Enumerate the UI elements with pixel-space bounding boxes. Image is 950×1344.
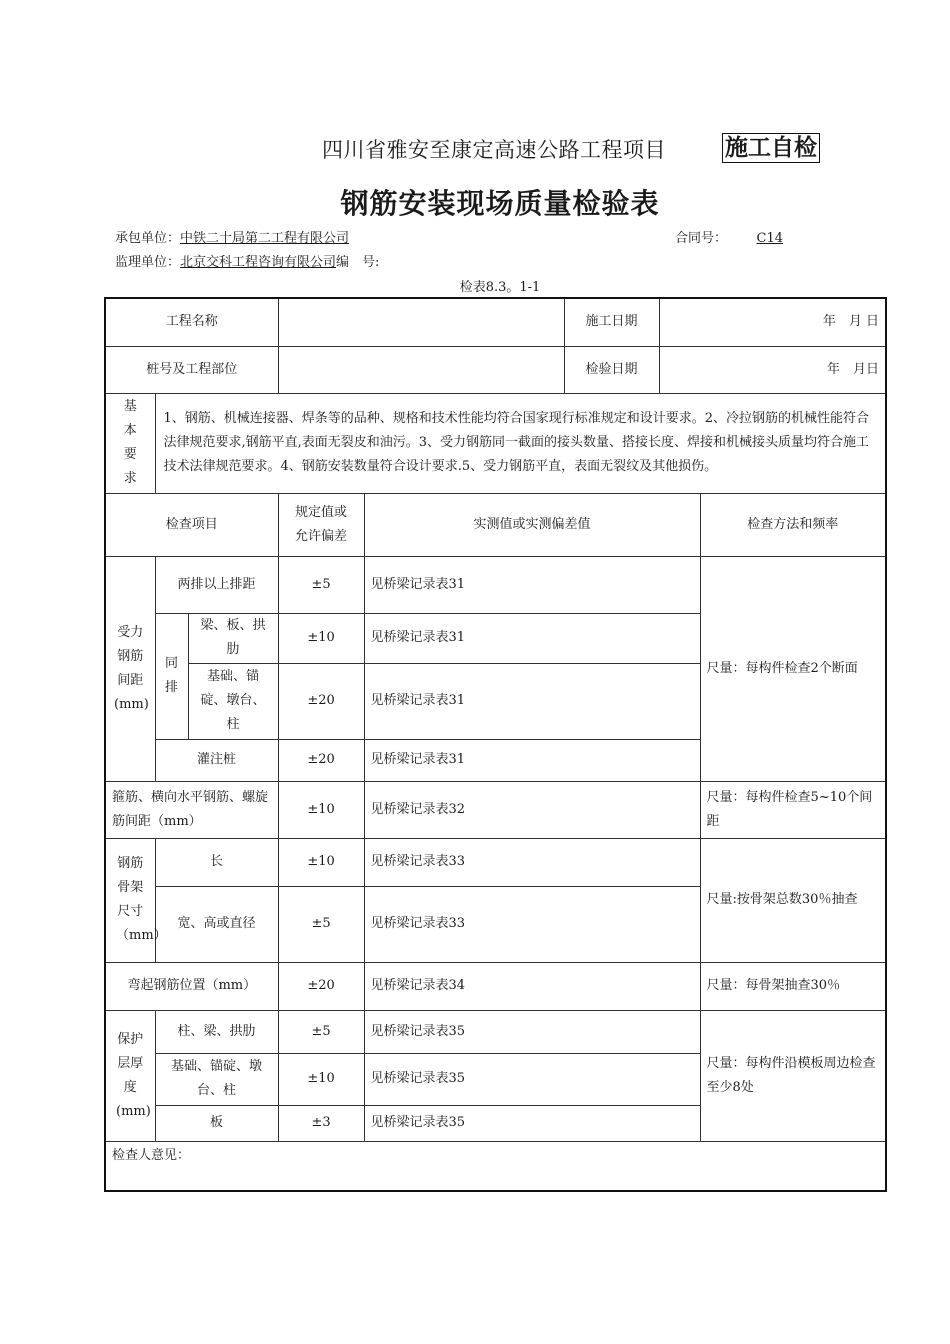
row-measured[interactable]: 见桥梁记录表31 [364, 739, 700, 781]
row-tolerance: ±10 [278, 613, 364, 663]
row-tolerance: ±20 [278, 663, 364, 739]
row-measured[interactable]: 见桥梁记录表31 [364, 556, 700, 613]
row-tolerance: ±5 [278, 556, 364, 613]
row-measured[interactable]: 见桥梁记录表35 [364, 1053, 700, 1105]
same-row-label: 同排 [155, 613, 188, 739]
stirrup-method: 尺量：每构件检查5~10个间距 [700, 781, 886, 838]
row-measured[interactable]: 见桥梁记录表32 [364, 781, 700, 838]
row-measured[interactable]: 见桥梁记录表31 [364, 613, 700, 663]
contractor-label: 承包单位： [115, 231, 181, 246]
row-item: 柱、梁、拱肋 [155, 1010, 278, 1053]
rebar-spacing-label: 受力钢筋间距(mm) [105, 556, 155, 781]
row-measured[interactable]: 见桥梁记录表35 [364, 1010, 700, 1053]
inspection-table [104, 297, 887, 1192]
row-tolerance: ±20 [278, 739, 364, 781]
table-row [105, 838, 886, 886]
contract-no-value: C14 [756, 231, 784, 246]
table-row [105, 556, 886, 613]
row-tolerance: ±10 [278, 838, 364, 886]
cover-thickness-method: 尺量：每构件沿模板周边检查至少8处 [700, 1010, 886, 1141]
basic-requirements-label: 基本要求 [105, 393, 155, 493]
contractor-line [115, 227, 349, 246]
row-tolerance: ±10 [278, 781, 364, 838]
row-measured[interactable]: 见桥梁记录表33 [364, 838, 700, 886]
col-header-method: 检查方法和频率 [700, 493, 886, 556]
project-name-heading: 四川省雅安至康定高速公路工程项目 [322, 138, 666, 162]
col-header-tolerance: 规定值或允许偏差 [278, 493, 364, 556]
row-tolerance: ±3 [278, 1105, 364, 1141]
number-label: 编 号: [336, 255, 380, 270]
rebar-spacing-method: 尺量：每构件检查2个断面 [700, 556, 886, 781]
table-row [105, 1010, 886, 1053]
row-item: 宽、高或直径 [155, 886, 278, 962]
row-item: 长 [155, 838, 278, 886]
cage-size-method: 尺量:按骨架总数30％抽查 [700, 838, 886, 962]
col-header-item: 检查项目 [105, 493, 278, 556]
inspection-date-field[interactable]: 年 月日 [659, 346, 886, 393]
form-title: 钢筋安装现场质量检验表 [340, 187, 660, 220]
stake-label: 桩号及工程部位 [105, 346, 278, 393]
cover-thickness-label: 保护层厚度(mm) [105, 1010, 155, 1141]
row-item: 弯起钢筋位置（mm） [105, 962, 278, 1010]
table-row [105, 781, 886, 838]
contract-no-label: 合同号： [675, 231, 728, 246]
col-header-measured: 实测值或实测偏差值 [364, 493, 700, 556]
table-row [105, 962, 886, 1010]
row-item: 基础、锚碇、墩台、柱 [188, 663, 278, 739]
row-item: 基础、锚碇、墩台、柱 [155, 1053, 278, 1105]
row-item: 板 [155, 1105, 278, 1141]
stake-field[interactable] [278, 346, 564, 393]
row-tolerance: ±5 [278, 886, 364, 962]
row-measured[interactable]: 见桥梁记录表31 [364, 663, 700, 739]
row-item: 两排以上排距 [155, 556, 278, 613]
row-tolerance: ±5 [278, 1010, 364, 1053]
supervisor-value: 北京交科工程咨询有限公司 [180, 255, 337, 270]
row-measured[interactable]: 见桥梁记录表35 [364, 1105, 700, 1141]
row-item: 灌注桩 [155, 739, 278, 781]
row-item: 箍筋、横向水平钢筋、螺旋筋间距（mm） [105, 781, 278, 838]
row-measured[interactable]: 见桥梁记录表34 [364, 962, 700, 1010]
row-tolerance: ±20 [278, 962, 364, 1010]
construction-date-label: 施工日期 [564, 298, 659, 346]
inspection-date-label: 检验日期 [564, 346, 659, 393]
row-measured[interactable]: 见桥梁记录表33 [364, 886, 700, 962]
row-item: 梁、板、拱肋 [188, 613, 278, 663]
row-tolerance: ±10 [278, 1053, 364, 1105]
self-check-stamp: 施工自检 [722, 133, 820, 163]
cage-size-label: 钢筋骨架尺寸（mm） [105, 838, 155, 962]
basic-requirements-text: 1、钢筋、机械连接器、焊条等的品种、规格和技术性能均符合国家现行标准规定和设计要求。2、冷拉钢筋的机械性能符合法律规范要求,钢筋平直,表面无裂皮和油污。3、受力钢筋同一截面的接头数量、搭接长度、焊接和机械接头质量均符合施工技术法律规范要求。4、钢筋安装数量符合设计要求.5、受力钢筋平直，表面无裂纹及其他损伤。 [155, 393, 886, 493]
bent-method: 尺量：每骨架抽查30％ [700, 962, 886, 1010]
construction-date-field[interactable]: 年 月 日 [659, 298, 886, 346]
project-name-field[interactable] [278, 298, 564, 346]
supervisor-line [115, 251, 379, 270]
form-number: 检表8.3。1-1 [459, 280, 541, 295]
project-name-label: 工程名称 [105, 298, 278, 346]
contract-no-line [675, 227, 783, 246]
contractor-value: 中铁二十局第二工程有限公司 [180, 231, 350, 246]
inspector-opinion[interactable]: 检查人意见： [105, 1141, 886, 1191]
supervisor-label: 监理单位： [115, 255, 181, 270]
